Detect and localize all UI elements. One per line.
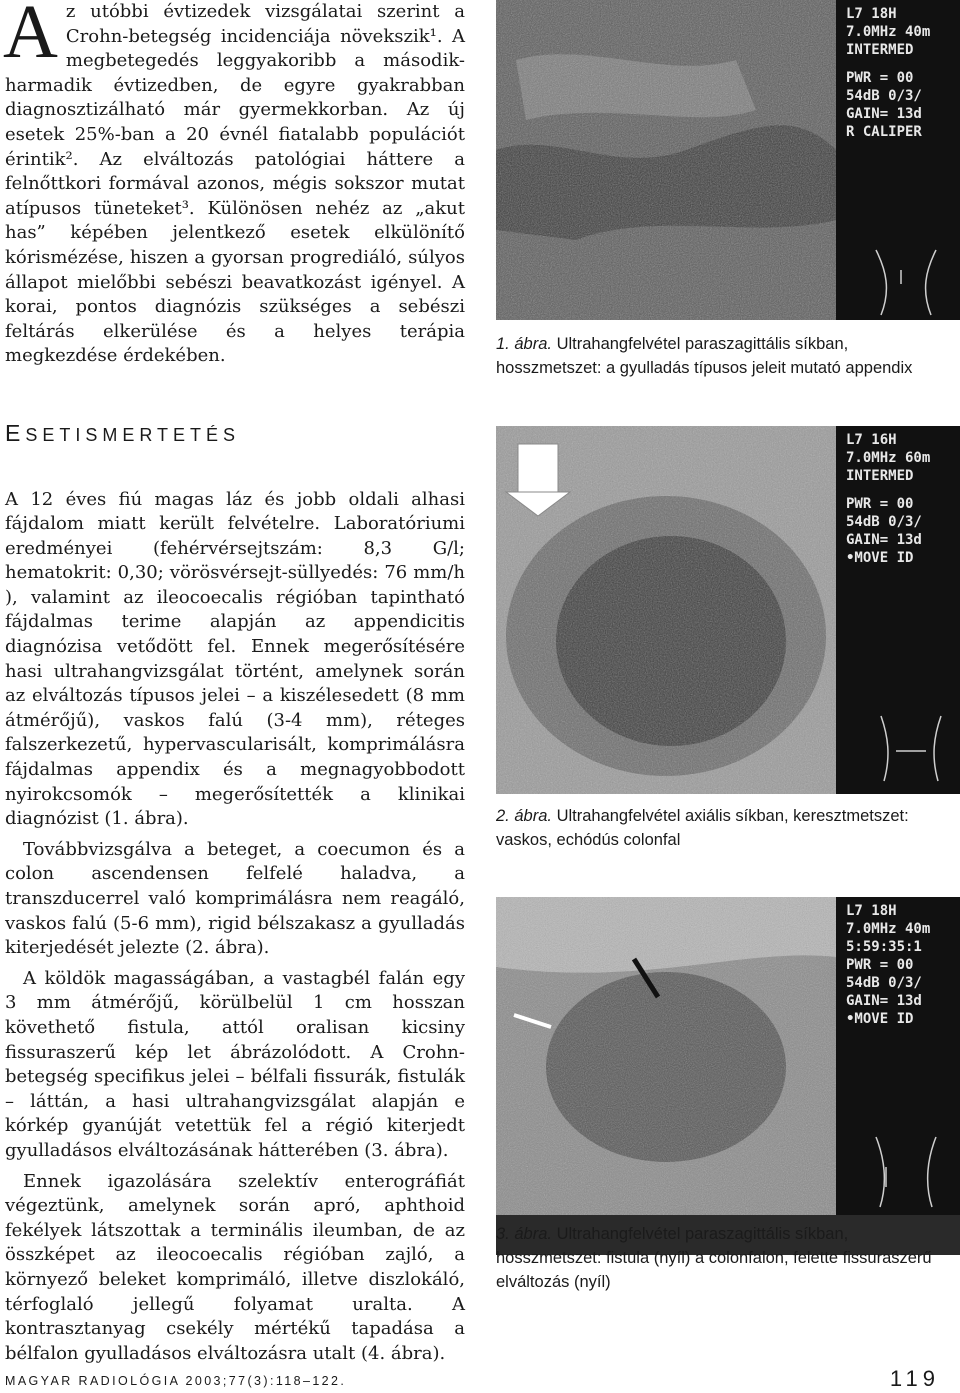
figure-2-caption-text: Ultrahangfelvétel axiális síkban, keresztmetszet: vaskos, echódús colonfal bbox=[496, 807, 909, 849]
figure-2-overlay-text: L7 16H 7.0MHz 60m INTERMED PWR = 00 54dB 0/3/ GAIN= 13d •MOVE ID bbox=[846, 432, 931, 566]
case-paragraph-2: Továbbvizsgálva a beteget, a coecumon és a colon ascendensen felfelé haladva, a transzducerrel való komprimálásra nem reagáló, vaskos falú (5-6 mm), rigid bélszakasz a gyulladás kiterjedését jelezte (2. ábra). bbox=[5, 838, 465, 959]
footer-journal-citation: MAGYAR RADIOLÓGIA 2003;77(3):118–122. bbox=[5, 1374, 347, 1388]
section-heading-rest: SETISMERTETÉS bbox=[25, 424, 241, 445]
case-paragraph-4: Ennek igazolására szelektív enterográfiát végeztünk, amelynek során apró, aphthoid fekélyek látszottak a terminális ileumban, de az összképet az ileocoecalis régióban zajló, a környező beleket komprimáló, illetve diszlokáló, térfoglaló jellegű folyamat uralta. A kontrasztanyag csekély mértékű tapadása a bélfalon gyulladásos elváltozásra utalt (4. ábra). bbox=[5, 1170, 465, 1364]
footer-page-number: 119 bbox=[889, 1366, 940, 1391]
figure-1-caption-text: Ultrahangfelvétel paraszagittális síkban, hosszmetszet: a gyulladás típusos jeleit mutató appendix bbox=[496, 335, 913, 377]
figure-2-caption bbox=[496, 804, 946, 852]
figure-3-caption bbox=[496, 1222, 946, 1294]
figure-1-caption bbox=[496, 332, 946, 380]
figure-1-overlay-text: L7 18H 7.0MHz 40m INTERMED PWR = 00 54dB 0/3/ GAIN= 13d R CALIPER bbox=[846, 6, 931, 140]
case-paragraph-3: A köldök magasságában, a vastagbél falán egy 3 mm átmérőjű, körülbelül 1 cm hosszan követhető fistula, attól oralisan kicsiny fissuraszerű kép let ábrázolódott. A Crohn-betegség specifikus jelei – bélfali fissurák, fistulák – láttán, a hasi ultrahangvizsgálat alapján e kórkép gyanúját vetettük fel a régió kiterjedt gyulladásos elváltozásának hátterében (3. ábra). bbox=[5, 967, 465, 1161]
intro-paragraph bbox=[5, 0, 465, 369]
drop-cap: A bbox=[3, 0, 58, 74]
section-heading-initial: E bbox=[5, 419, 26, 446]
figure-2-ultrasound-image bbox=[496, 426, 960, 794]
figure-2-label: 2. ábra. bbox=[496, 807, 552, 825]
figure-3-ultrasound-image bbox=[496, 897, 960, 1255]
intro-text: z utóbbi évtizedek vizsgálatai szerint a Crohn-betegség incidenciája növekszik¹. A megbetegedés leggyakoribb a második-harmadik évtizedben, de egyre gyakrabban diagnosztizálható már gyermekkorban. Az új esetek 25%-ban a 20 évnél fiatalabb populációt érintik². Az elváltozás patológiai háttere a felnőttkori formával azonos, mégis sokszor mutat atípusos tüneteket³. Különösen nehéz az „akut has” képében jelentkező esetek elkülönítő kórismézése, hiszen a gyorsan progrediáló, súlyos állapot mielőbbi sebészi beavatkozást igényel. A korai, pontos diagnózis szükséges a sebészi feltárás elkerülése és a helyes terápia megkezdése érdekében. bbox=[5, 1, 465, 367]
case-paragraph-1: A 12 éves fiú magas láz és jobb oldali alhasi fájdalom miatt került felvételre. Laboratóriumi eredményei (fehérvérsejtszám: 8,3 G/l; hematokrit: 0,30; vörösvérsejt-süllyedés: 76 mm/h ), valamint az ileocoecalis régióban tapintható fájdalmas terime alapján az appendicitis diagnózisa vetődött fel. Ennek megerősítésére hasi ultrahangvizsgálat történt, amelynek során az elváltozás típusos jelei – a kiszélesedett (8 mm átmérőjű), vaskos falú (3-4 mm), réteges falszerkezetű, hypervascularisált, komprimálásra fájdalmas appendix és a megnagyobbodott nyirokcsomók – megerősítették a klinikai diagnózist (1. ábra). bbox=[5, 488, 465, 830]
figure-3-caption-text: Ultrahangfelvétel paraszagittális síkban, hosszmetszet: fistula (nyíl) a colonfalon, felette fissuraszerű elváltozás (nyíl) bbox=[496, 1225, 932, 1291]
figure-1-ultrasound-image bbox=[496, 0, 960, 320]
figure-3-label: 3. ábra. bbox=[496, 1225, 552, 1243]
figure-3-overlay-text: L7 18H 7.0MHz 40m 5:59:35:1 PWR = 00 54dB 0/3/ GAIN= 13d •MOVE ID bbox=[846, 903, 931, 1027]
section-heading bbox=[5, 421, 465, 448]
figure-1-label: 1. ábra. bbox=[496, 335, 552, 353]
article-body-column bbox=[5, 0, 465, 1372]
